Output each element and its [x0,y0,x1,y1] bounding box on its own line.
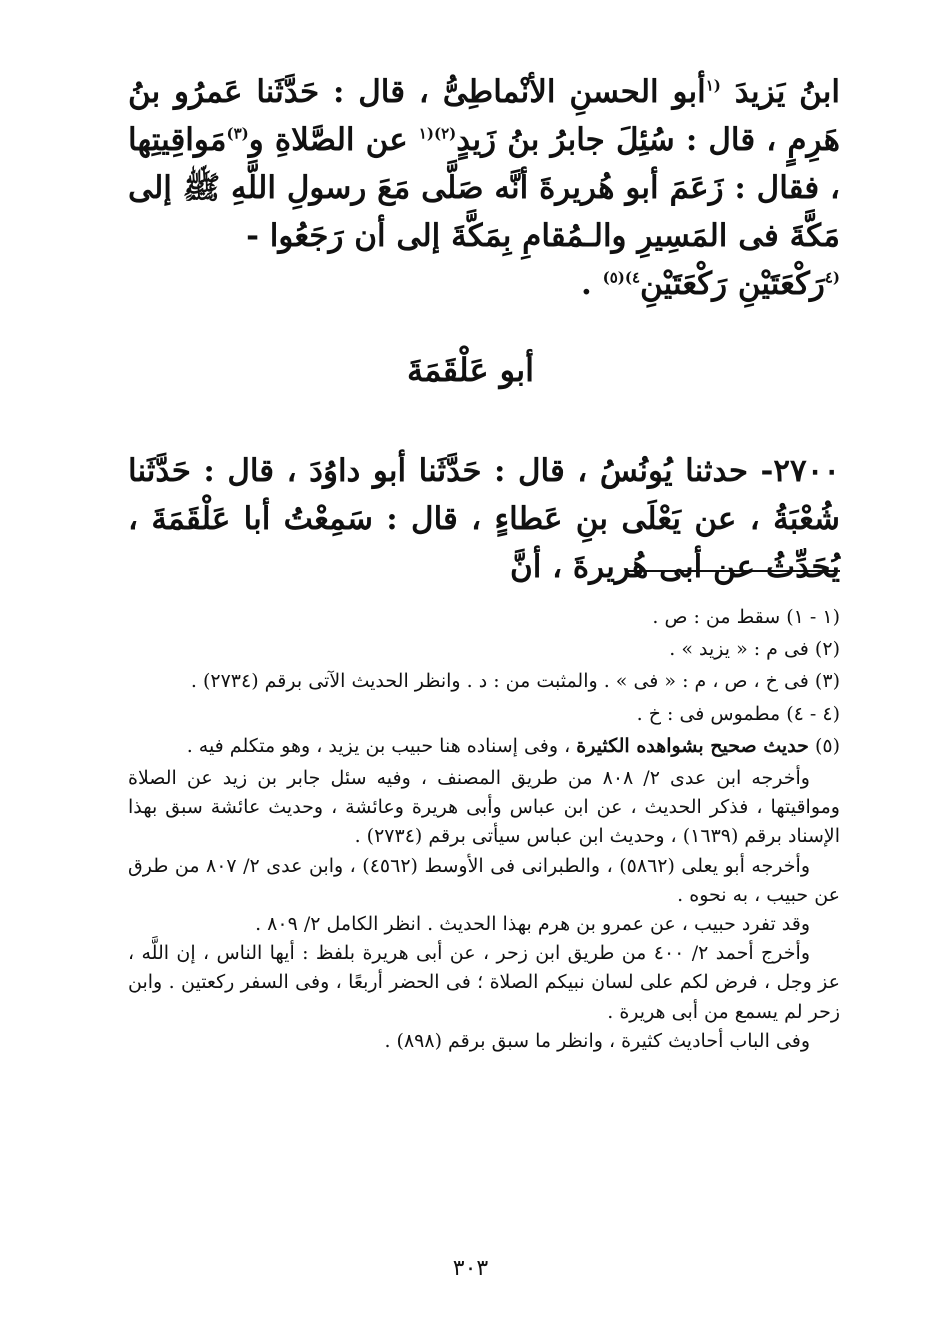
text-segment: رَكْعَتَيْنِ رَكْعَتَيْنِ [640,266,825,302]
footnotes [128,603,840,1056]
text-segment: أبو الحسنِ الأنْماطِىُّ ، قال : حَدَّثَنا عَمرُو بنُ هَرِمٍ ، قال : سُئِلَ جابرُ بنُ زَيدٍ [128,74,840,158]
footnote-5 [128,732,840,761]
text-segment: عن الصَّلاةِ و [248,122,419,158]
footnote-2: (٢) فى م : « يزيد » . [669,638,840,661]
footnote-5-paragraph: وأخرج أحمد ٢/ ٤٠٠ من طريق ابن زحر ، عن أبى هريرة بلفظ : أيها الناس ، إن اللَّه ، عز وجل ، فرض لكم على لسان نبيكم الصلاة ؛ فى الحضر أربعًا ، وفى السفر ركعتين . وابن زحر لم يسمع من أبى هريرة . [128,942,840,1023]
section-title: أبو عَلْقَمَةَ [407,351,534,389]
hadith-text: حدثنا يُونُسُ ، قال : حَدَّثَنا أبو داوُدَ ، قال : حَدَّثَنا شُعْبَةُ ، عن يَعْلَى بنِ عَطاءٍ ، قال : سَمِعْتُ أبا عَلْقَمَةَ ، يُحَدِّثُ عن أبى هُريرةَ ، أنَّ [128,453,840,585]
footnote-3: (٣) فى خ ، ص ، م : « فى » . والمثبت من : د . وانظر الحديث الآتى برقم (٢٧٣٤) . [190,670,840,693]
text-segment: ابنُ يَزيدَ [720,74,840,110]
footnote-ref: (٤ [824,268,840,287]
footnote-5-label: (٥) [808,734,840,757]
hadith-continuation [128,68,840,308]
footnote-ref: (٢)(١ [418,124,457,143]
footnote-5-verdict: حديث صحيح بشواهده الكثيرة [576,734,809,757]
hadith-number: ٢٧٠٠- [760,453,840,489]
footnote-5-paragraph: وأخرجه أبو يعلى (٥٨٦٢) ، والطبرانى فى الأوسط (٤٥٦٢) ، وابن عدى ٢/ ٨٠٧ من طرق عن حبيب ، به نحوه . [128,854,840,906]
footnote-1: (١ - ١) سقط من : ص . [652,606,840,628]
footnote-5-rest: ، وفى إسناده هنا حبيب بن يزيد ، وهو متكلم فيه . [186,734,577,757]
footnote-5-paragraph: وفى الباب أحاديث كثيرة ، وانظر ما سبق برقم (٨٩٨) . [384,1029,810,1052]
footnote-4: (٤ - ٤) مطموس فى : خ . [636,702,840,725]
page-number: ٣٠٣ [452,1256,489,1281]
footnote-5-paragraph: وقد تفرد حبيب ، عن عمرو بن هرم بهذا الحديث . انظر الكامل ٢/ ٨٠٩ . [255,913,810,936]
text-segment: مَواقِيتِها ، فقال : زَعَمَ أبو هُريرةَ أنَّه صَلَّى مَعَ رسولِ اللَّهِ ﷺ إلى مَكَّةَ فى المَسِيرِ والـمُقامِ بِمَكَّةَ إلى أن رَجَعُوا - [128,122,840,254]
footnote-divider [627,570,840,572]
footnote-5-paragraph: وأخرجه ابن عدى ٢/ ٨٠٨ من طريق المصنف ، وفيه سئل جابر بن زيد عن الصلاة ومواقيتها ، فذكر الحديث ، عن ابن عباس وأبى هريرة وعائشة ، وحديث عائشة سبق بهذا الإسناد برقم (١٦٣٩) ، وحديث ابن عباس سيأتى برقم (٢٧٣٤) . [128,767,840,848]
footnote-ref: (١ [705,76,721,95]
footnote-ref: (٣) [226,124,249,143]
text-segment: . [581,266,603,302]
footnote-ref: ٤)(٥) [602,268,641,287]
